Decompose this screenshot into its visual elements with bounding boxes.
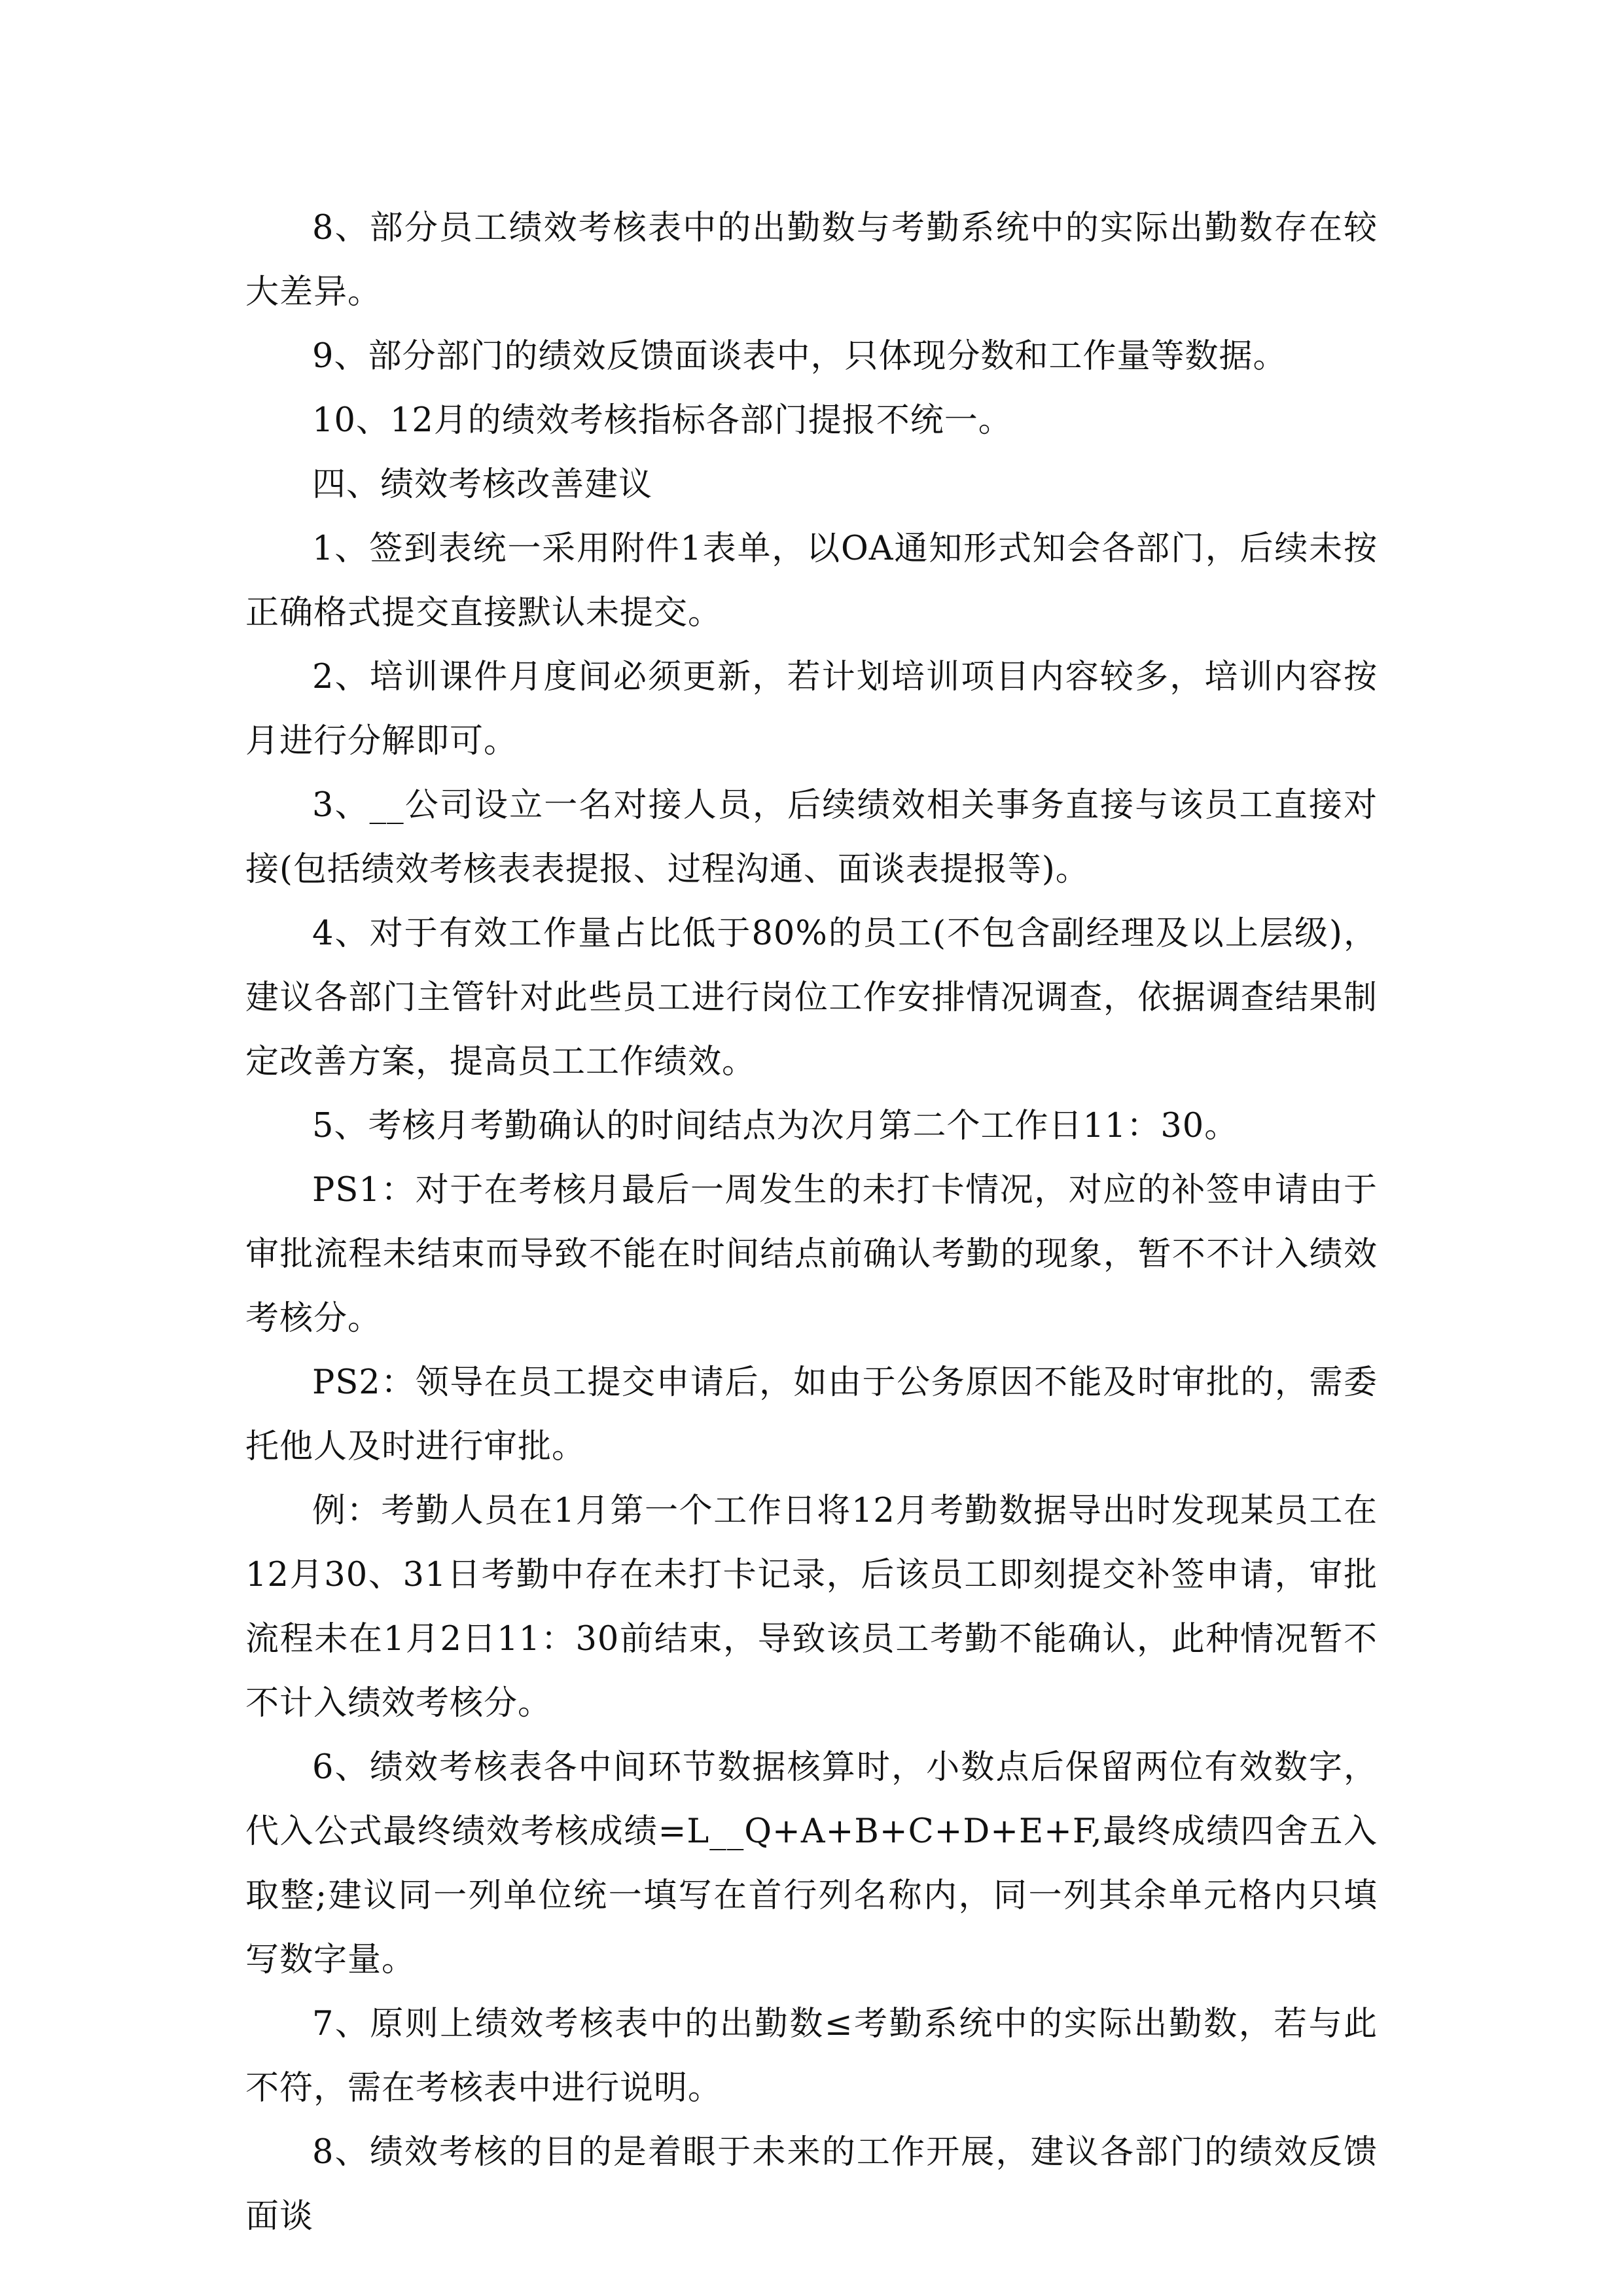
paragraph-suggestion-4: 4、对于有效工作量占比低于80%的员工(不包含副经理及以上层级)，建议各部门主管针对此些员工进行岗位工作安排情况调查，依据调查结果制定改善方案，提高员工工作绩效。 xyxy=(245,914,1378,1081)
paragraph-ps2: PS2：领导在员工提交申请后，如由于公务原因不能及时审批的，需委托他人及时进行审批。 xyxy=(245,1363,1378,1466)
paragraph-suggestion-3: 3、__公司设立一名对接人员，后续绩效相关事务直接与该员工直接对接(包括绩效考核表表提报、过程沟通、面谈表提报等)。 xyxy=(245,786,1378,889)
paragraph-item-10-indicators: 10、12月的绩效考核指标各部门提报不统一。 xyxy=(312,401,1012,440)
paragraph-ps1: PS1：对于在考核月最后一周发生的未打卡情况，对应的补签申请由于审批流程未结束而导致不能在时间结点前确认考勤的现象，暂不不计入绩效考核分。 xyxy=(245,1171,1378,1338)
paragraph-item-8-attendance: 8、部分员工绩效考核表中的出勤数与考勤系统中的实际出勤数存在较大差异。 xyxy=(245,209,1378,312)
paragraph-suggestion-2: 2、培训课件月度间必须更新，若计划培训项目内容较多，培训内容按月进行分解即可。 xyxy=(245,658,1378,761)
paragraph-suggestion-7: 7、原则上绩效考核表中的出勤数≤考勤系统中的实际出勤数，若与此不符，需在考核表中进行说明。 xyxy=(245,2005,1378,2108)
paragraph-example: 例：考勤人员在1月第一个工作日将12月考勤数据导出时发现某员工在12月30、31日考勤中存在未打卡记录，后该员工即刻提交补签申请，审批流程未在1月2日11：30前结束，导致该员工考勤不能确认，此种情况暂不不计入绩效考核分。 xyxy=(245,1492,1378,1723)
paragraph-suggestion-6: 6、绩效考核表各中间环节数据核算时，小数点后保留两位有效数字，代入公式最终绩效考核成绩=L__Q+A+B+C+D+E+F,最终成绩四舍五入取整;建议同一列单位统一填写在首行列名称内，同一列其余单元格内只填写数字量。 xyxy=(245,1748,1378,1979)
paragraph-suggestion-8: 8、绩效考核的目的是着眼于未来的工作开展，建议各部门的绩效反馈面谈 xyxy=(245,2133,1378,2236)
paragraph-item-9-feedback: 9、部分部门的绩效反馈面谈表中，只体现分数和工作量等数据。 xyxy=(312,337,1287,376)
section-heading-improvement: 四、绩效考核改善建议 xyxy=(312,465,653,504)
paragraph-suggestion-5: 5、考核月考勤确认的时间结点为次月第二个工作日11：30。 xyxy=(312,1107,1239,1145)
paragraph-suggestion-1: 1、签到表统一采用附件1表单，以OA通知形式知会各部门，后续未按正确格式提交直接默认未提交。 xyxy=(245,529,1378,632)
document-body xyxy=(245,196,1378,2249)
